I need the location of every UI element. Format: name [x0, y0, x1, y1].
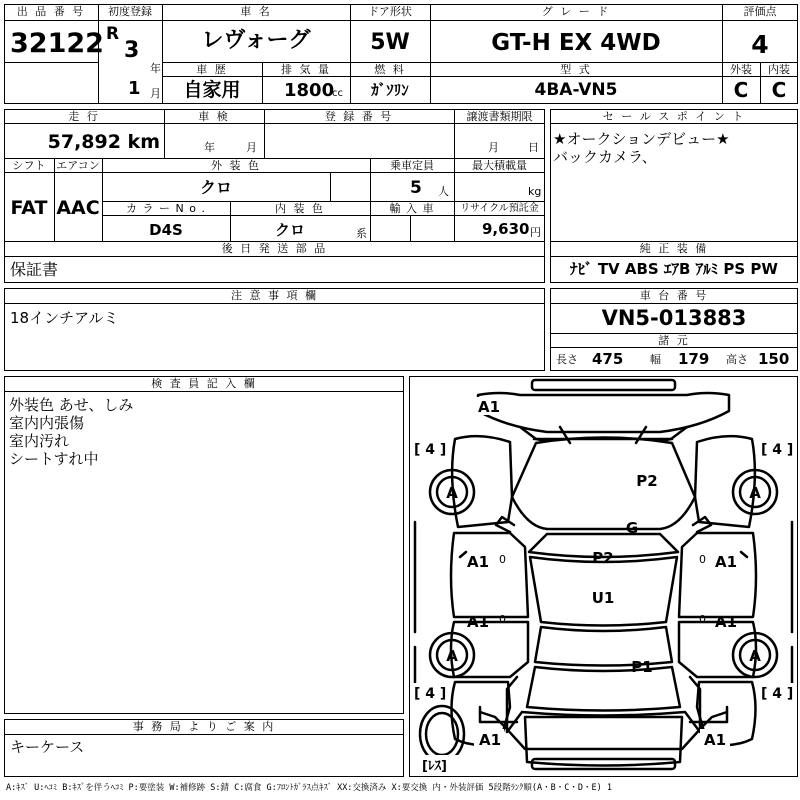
shift-label: シフト: [12, 159, 46, 172]
model-code: 4BA-VN5: [534, 80, 618, 100]
inspection-label: 車 検: [198, 110, 230, 123]
reg-year-unit: 年: [150, 62, 161, 75]
color-number: D4S: [149, 221, 183, 239]
mark-left-front-door: A1: [466, 553, 490, 571]
displacement-label: 排 気 量: [281, 63, 331, 76]
car-name: レヴォーグ: [201, 28, 311, 53]
mark-right-rear-door: A1: [714, 613, 738, 631]
evaluation-score: 4: [751, 30, 769, 59]
displacement: 1800: [284, 80, 335, 101]
mark-roof-front: P2: [592, 549, 614, 567]
transfer-month-unit: 月: [488, 141, 499, 154]
exterior-color: クロ: [199, 178, 232, 197]
chassis-number: VN5-013883: [601, 306, 747, 330]
reg-year: 3: [124, 38, 140, 63]
model-label: 型 式: [560, 63, 592, 76]
reg-month: 1: [128, 78, 141, 99]
mark-right-front-door: A1: [714, 553, 738, 571]
lot-no-label: 出 品 番 号: [16, 5, 86, 18]
interior-color-unit: 系: [356, 227, 367, 240]
later-parts: 保証書: [10, 260, 59, 279]
capacity-label: 乗車定員: [390, 159, 434, 172]
mark-rf-wheel: A: [749, 484, 761, 502]
length-label: 長さ: [556, 353, 578, 366]
tread-rr: [ 4 ]: [761, 686, 794, 702]
office-label: 事 務 局 よ り ご 案 内: [132, 720, 276, 733]
load-label: 最大積載量: [472, 159, 527, 172]
sales-point: ★オークションデビュー★ バックカメラ、: [553, 130, 730, 166]
recycle-unit: 円: [530, 226, 541, 239]
ac-label: エアコン: [56, 159, 100, 172]
mark-hood: P2: [636, 472, 658, 490]
exterior-label: 外装: [730, 63, 752, 76]
ext-color-label: 外 装 色: [211, 159, 261, 172]
fuel: ｶﾞｿﾘﾝ: [371, 81, 409, 99]
zero-mark-lf: 0: [499, 553, 506, 566]
car-diagram: [409, 376, 798, 777]
int-color-label: 内 装 色: [275, 202, 325, 215]
mark-left-rear-door: A1: [466, 613, 490, 631]
reg-era: R: [106, 24, 120, 44]
fuel-label: 燃 料: [374, 63, 406, 76]
height-label: 高さ: [726, 353, 748, 366]
reg-number-label: 登 録 番 号: [324, 110, 394, 123]
notes-label: 注 意 事 項 欄: [231, 289, 318, 302]
import-label: 輸 入 車: [389, 202, 435, 215]
transfer-day-unit: 日: [528, 141, 539, 154]
legend: A:ｷｽﾞ U:ﾍｺﾐ B:ｷｽﾞを伴うﾍｺﾐ P:要塗装 W:補修跡 S:錆 C:腐食 G:ﾌﾛﾝﾄｶﾞﾗｽ点ｷｽﾞ XX:交換済み X:要交換 内・外装評価 5段階ﾗﾝｸ順(A・B・C・D・E) 1: [6, 783, 612, 793]
recycle-fee: 9,630: [482, 220, 530, 238]
interior-grade: C: [771, 78, 787, 102]
mark-rear-right: A1: [703, 731, 727, 749]
height: 150: [758, 350, 790, 368]
interior-color: クロ: [274, 221, 305, 239]
capacity-unit: 人: [438, 185, 449, 198]
transfer-label: 譲渡書類期限: [466, 110, 533, 123]
history: 自家用: [183, 79, 241, 101]
spare-tire-label: [ﾚｽ]: [422, 759, 447, 774]
equipment-label: 純 正 装 備: [639, 242, 709, 255]
displacement-unit: cc: [332, 88, 343, 99]
equipment: ﾅﾋﾞ TV ABS ｴｱB ｱﾙﾐ PS PW: [570, 260, 778, 278]
mileage-label: 走 行: [68, 110, 100, 123]
lot-number: 32122: [10, 28, 104, 59]
office-notes: キーケース: [10, 738, 85, 756]
width-label: 幅: [650, 353, 661, 366]
mark-rear-left: A1: [478, 731, 502, 749]
interior-label: 内装: [768, 63, 790, 76]
tread-lf: [ 4 ]: [414, 442, 447, 458]
sales-point-label: セ ー ル ス ポ イ ン ト: [602, 110, 746, 123]
reg-month-unit: 月: [150, 87, 161, 100]
zero-mark-rf: 0: [699, 553, 706, 566]
air-conditioner: AAC: [56, 197, 100, 219]
mark-lf-wheel: A: [446, 484, 458, 502]
inspection-month-unit: 月: [246, 141, 257, 154]
width: 179: [678, 350, 710, 368]
mark-windshield: G: [625, 519, 639, 537]
first-reg-label: 初度登録: [108, 5, 152, 18]
door-label: ドア形状: [368, 5, 412, 18]
inspector-label: 検 査 員 記 入 欄: [151, 377, 257, 390]
inspector-notes: 外装色 あせ、しみ 室内内張傷 室内汚れ シートすれ中: [9, 396, 134, 468]
grade: GT-H EX 4WD: [491, 30, 661, 56]
car-name-label: 車 名: [240, 5, 272, 18]
score-label: 評価点: [743, 5, 777, 18]
grade-label: グ レ ー ド: [541, 5, 611, 18]
zero-mark-rr: 0: [699, 613, 706, 626]
zero-mark-lr: 0: [499, 613, 506, 626]
mark-front-bumper: A1: [477, 398, 501, 416]
history-label: 車 歴: [196, 63, 228, 76]
color-no-label: カ ラ ー N o .: [126, 202, 206, 215]
mark-roof-rear: U1: [591, 589, 615, 607]
mileage: 57,892 km: [47, 131, 160, 153]
mark-lr-wheel: A: [446, 647, 458, 665]
door-type: 5W: [370, 30, 410, 55]
mark-rr-wheel: A: [749, 647, 761, 665]
capacity: 5: [410, 178, 422, 198]
load-unit: kg: [528, 185, 542, 198]
notes: 18インチアルミ: [10, 309, 119, 327]
length: 475: [592, 350, 624, 368]
tread-lr: [ 4 ]: [414, 686, 447, 702]
recycle-label: リサイクル預託金: [460, 203, 539, 214]
tread-rf: [ 4 ]: [761, 442, 794, 458]
mark-tailgate: P1: [631, 658, 653, 676]
later-parts-label: 後 日 発 送 部 品: [221, 242, 328, 255]
inspection-year-unit: 年: [204, 141, 215, 154]
shift: FAT: [10, 197, 48, 219]
chassis-label: 車 台 番 号: [639, 289, 709, 302]
exterior-grade: C: [733, 78, 749, 102]
dims-label: 諸 元: [658, 334, 690, 347]
